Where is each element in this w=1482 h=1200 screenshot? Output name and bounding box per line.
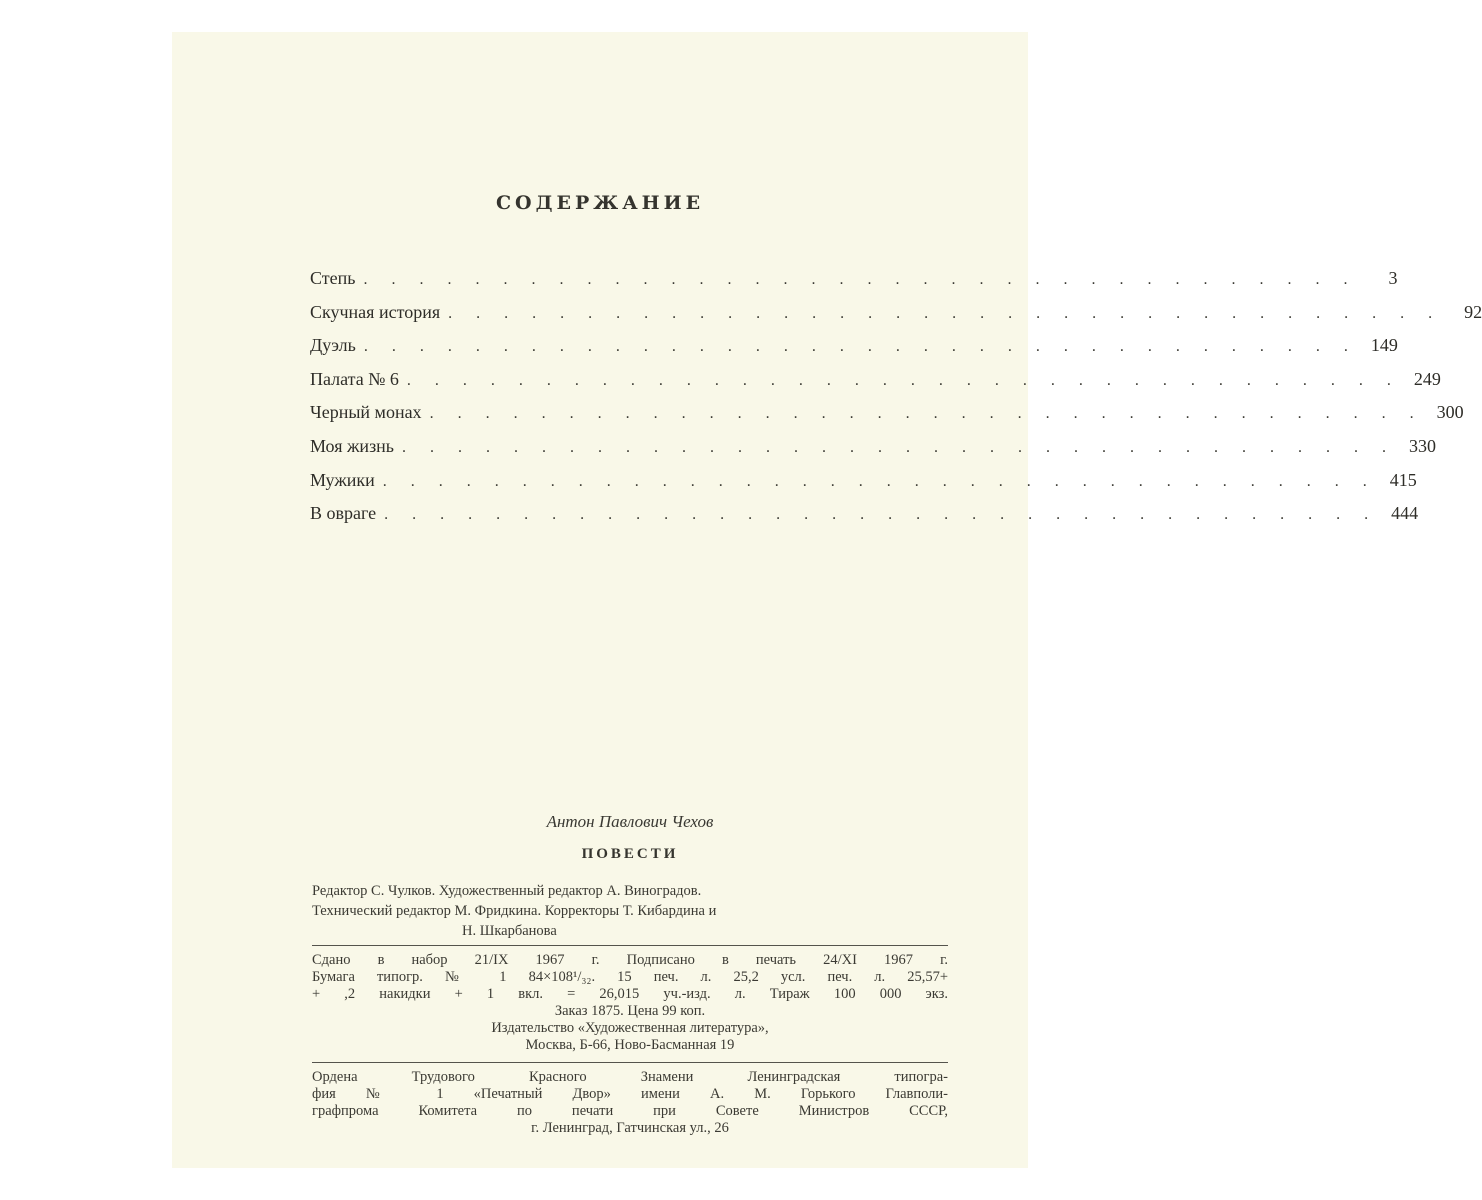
toc-item [310, 335, 1398, 369]
toc-item-name: Скучная история [310, 301, 441, 322]
toc-item-page: 330 [1409, 435, 1437, 456]
toc-item-name: Черный монах [310, 402, 422, 423]
leader-dots: . . . . . . . . . . . . . . . . . . . . . . . . . . . . . . . . . . . . [382, 472, 1377, 490]
pub-line: Москва, Б-66, Ново-Басманная 19 [525, 1037, 735, 1053]
toc-item [310, 435, 1437, 470]
leader-dots: . . . . . . . . . . . . . . . . . . . . . . . . . . . . . . . . . . . . [363, 271, 1358, 288]
toc-item-name: Степь [310, 268, 356, 288]
divider-rule [312, 945, 948, 946]
toc-item-name: В овраге [310, 503, 377, 524]
credit-line: Редактор С. Чулков. Художественный редактор А. Виноградов. [312, 883, 702, 899]
toc-item [310, 301, 1482, 336]
publication-data [312, 952, 948, 1054]
toc-item-page: 300 [1436, 402, 1464, 423]
printer-data [312, 1069, 948, 1137]
leader-dots: . . . . . . . . . . . . . . . . . . . . . . . . . . . . . . . . . . . . [384, 506, 1379, 524]
toc-item-page: 415 [1389, 469, 1417, 490]
leader-dots: . . . . . . . . . . . . . . . . . . . . . . . . . . . . . . . . . . . . [448, 304, 1443, 322]
credit-line: Технический редактор М. Фридкина. Корректоры Т. Кибардина и [312, 903, 717, 919]
editorial-credits [312, 881, 948, 941]
imprint-block [312, 812, 948, 1137]
toc-item-page: 149 [1370, 335, 1398, 356]
leader-dots: . . . . . . . . . . . . . . . . . . . . . . . . . . . . . . . . . . . . [429, 405, 1424, 423]
toc-item [310, 503, 1419, 537]
pub-line: Сдано в набор 21/IX 1967 г. Подписано в печать 24/XI 1967 г. [312, 952, 948, 968]
toc-item [310, 469, 1417, 504]
toc-item [310, 402, 1464, 436]
author-name: Антон Павлович Чехов [546, 812, 714, 831]
leader-dots: . . . . . . . . . . . . . . . . . . . . . . . . . . . . . . . . . . . . [402, 438, 1397, 456]
printer-line: г. Ленинград, Гатчинская ул., 26 [531, 1120, 729, 1136]
toc-item-name: Палата № 6 [310, 368, 399, 389]
toc-item-page: 249 [1413, 368, 1441, 389]
pub-line: Заказ 1875. Цена 99 коп. [554, 1003, 706, 1019]
pub-line: Бумага типогр. № 1 84×108¹/₃₂. 15 печ. л. 25,2 усл. печ. л. 25,57+ [312, 969, 948, 985]
printer-line: Ордена Трудового Красного Знамени Ленинградская типогра- [312, 1069, 948, 1085]
pub-line: Издательство «Художественная литература», [491, 1020, 769, 1036]
toc-title: СОДЕРЖАНИЕ [495, 192, 705, 214]
toc-item [310, 368, 1441, 403]
book-title: ПОВЕСТИ [581, 846, 679, 862]
leader-dots: . . . . . . . . . . . . . . . . . . . . . . . . . . . . . . . . . . . . [363, 338, 1358, 356]
printer-line: графпрома Комитета по печати при Совете Министров СССР, [312, 1103, 948, 1119]
printer-line: фия № 1 «Печатный Двор» имени А. М. Горького Главполи- [312, 1086, 948, 1102]
toc-item-page: 92 [1464, 301, 1482, 322]
toc-item-name: Мужики [310, 469, 375, 490]
toc-item-page: 3 [1388, 268, 1398, 288]
toc-list [310, 268, 1482, 537]
toc-item [310, 268, 1398, 302]
leader-dots: . . . . . . . . . . . . . . . . . . . . . . . . . . . . . . . . . . . . [406, 371, 1401, 389]
divider-rule [312, 1062, 948, 1063]
toc-item-page: 444 [1391, 503, 1419, 524]
toc-item-name: Дуэль [310, 335, 356, 356]
credit-line: Н. Шкарбанова [462, 923, 557, 939]
toc-item-name: Моя жизнь [310, 435, 395, 456]
pub-line: + ,2 накидки + 1 вкл. = 26,015 уч.-изд. л. Тираж 100 000 экз. [312, 986, 948, 1002]
book-page [172, 32, 1482, 1168]
